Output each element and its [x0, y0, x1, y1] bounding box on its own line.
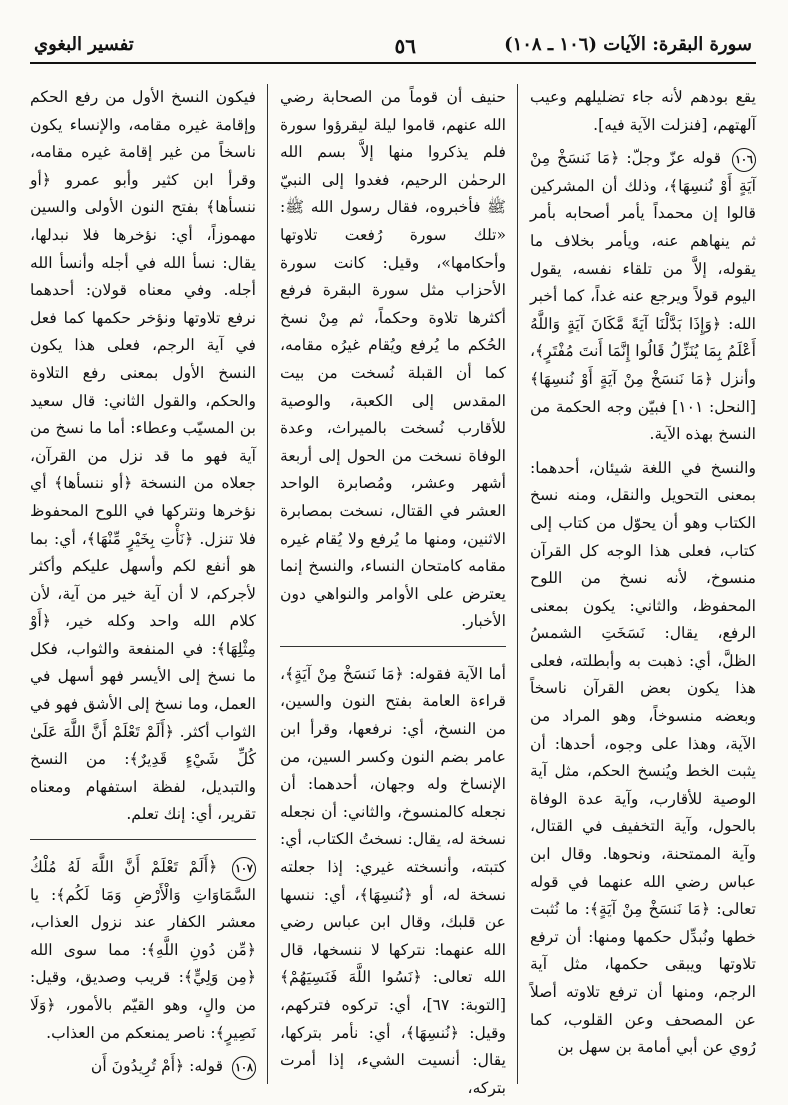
- paragraph: والنسخ في اللغة شيئان، أحدهما: بمعنى التحويل والنقل، ومنه نسخ الكتاب وهو أن يحوّل من كتاب إلى كتاب، فعلى هذا الوجه كل القرآن منسوخ، لأنه نسخ من اللوح المحفوظ، والثاني: يكون بمعنى الرفع، يقال: نَسَخَتِ الشمسُ الظلَّ، أي: ذهبت به وأبطلته، فعلى هذا يكون بعض القرآن ناسخاً وبعضه منسوخاً، وهو المراد من الآية، وهذا على وجوه، أحدها: أن يثبت الخط ويُنسخ الحكم، مثل آية الوصية للأقارب، وآية عدة الوفاة بالحول، وآية التخفيف في القتال، وآية الممتحنة، ونحوها. وقال ابن عباس رضي الله عنهما في قوله تعالى: ﴿مَا نَنسَخْ مِنْ آيَةٍ﴾: ما نُثبت خطها ونُبدِّل حكمها ومنها: أن ترفع تلاوتها ويبقى حكمها، مثل آية الرجم، ومنها أن ترفع تلاوته أصلاً عن المصحف وعن القلوب، كما رُوي عن أبي أمامة بن سهل بن: [530, 458, 756, 1057]
- paragraph: [530, 145, 756, 449]
- paragraph: [30, 854, 256, 1047]
- paragraph: يقع بودهم لأنه جاء تضليلهم وعيب آلهتهم، [فنزلت الآية فيه].: [530, 88, 756, 134]
- book-title: تفسير البغوي: [34, 34, 134, 55]
- paragraph: فيكون النسخ الأول من رفع الحكم وإقامة غيره مقامه، والإنساء يكون ناسخاً من غير إقامة غيره مقامه، وقرأ ابن كثير وأبو عمرو ﴿أو ننسأها﴾ بفتح النون الأولى والسين مهموزاً، أي: نؤخرها فلا نبدلها، يقال: نسأ الله في أجله وأنسأ الله أجله. وفي معناه قولان: أحدهما نرفع تلاوتها ونؤخر حكمها كما فعل في آية الرجم، فعلى هذا يكون النسخ الأول بمعنى رفع التلاوة والحكم، والقول الثاني: قال سعيد بن المسيّب وعطاء: أما ما نسخ من آية فهو ما قد نزل من القرآن، جعلاه من النسخة ﴿أو ننسأها﴾ أي نؤخرها ونتركها في اللوح المحفوظ فلا تنزل. ﴿نَأْتِ بِخَيْرٍ مِّنْهَا﴾، أي: بما هو أنفع لكم وأسهل عليكم وأكثر لأجركم، لا أن آية خير من آية، لأن كلام الله واحد وكله خير، ﴿أَوْ مِثْلِهَا﴾: في المنفعة والثواب، فكل ما نسخ إلى الأيسر فهو أسهل في العمل، وما نسخ إلى الأشق فهو في الثواب أكثر. ﴿أَلَمْ تَعْلَمْ أَنَّ اللَّهَ عَلَىٰ كُلِّ شَيْءٍ قَدِيرٌ﴾: من النسخ والتبديل، لفظة استفهام ومعناه تقرير، أي: إنك تعلم.: [30, 88, 256, 824]
- verse-number-marker: ١٠٨: [232, 1056, 256, 1080]
- paragraph-text: قوله عزّ وجلّ: ﴿مَا نَنسَخْ مِنْ آيَةٍ أَوْ نُنسِهَا﴾، وذلك أن المشركين قالوا إن محمداً يأمر أصحابه بأمر ثم ينهاهم عنه، ويأمر بخلاف ما يقوله، إلاَّ من تلقاء نفسه، يقول اليوم قولاً ويرجع عنه غداً، كما أخبر الله: ﴿وَإِذَا بَدَّلْنَا آيَةً مَّكَانَ آيَةٍ وَاللَّهُ أَعْلَمُ بِمَا يُنَزِّلُ قَالُوا إِنَّمَا أَنتَ مُفْتَرٍ﴾، وأنزل ﴿مَا نَنسَخْ مِنْ آيَةٍ أَوْ نُنسِهَا﴾ [النحل: ١٠١] فبيّن وجه الحكمة من النسخ بهذه الآية.: [530, 149, 756, 444]
- paragraph-text: ﴿أَلَمْ تَعْلَمْ أَنَّ اللَّهَ لَهُ مُلْكُ السَّمَاوَاتِ وَالْأَرْضِ وَمَا لَكُم﴾: يا معشر الكفار عند نزول العذاب، ﴿مِّن دُونِ اللَّهِ﴾: مما سوى الله ﴿مِن وَلِيٍّ﴾: قريب وصديق، وقيل: من والٍ، وهو القيّم بالأمور، ﴿وَلَا نَصِيرٍ﴾: ناصر يمنعكم من العذاب.: [30, 858, 256, 1042]
- paragraph: [30, 1053, 256, 1081]
- page-header: [30, 28, 756, 64]
- divider: [30, 839, 256, 840]
- paragraph: حنيف أن قوماً من الصحابة رضي الله عنهم، قاموا ليلة ليقرؤوا سورة فلم يذكروا منها إلاَّ بسم الله الرحمٰن الرحيم، فغدوا إلى النبيّ ﷺ فأخبروه، فقال رسول الله ﷺ: «تلك سورة رُفعت تلاوتها وأحكامها»، وقيل: كانت سورة الأحزاب مثل سورة البقرة فرفع أكثرها تلاوة وحكماً، ثم مِنْ نسخ الحُكم ما يُرفع ويُقام غيرُه مقامه، كما أن القبلة نُسخت من بيت المقدس إلى الكعبة، والوصية للأقارب نُسخت بالميراث، وعدة الوفاة نسخت من الحول إلى أربعة أشهر وعشر، ومُصابرة الواحد العشر في القتال، نسخت بمصابرة الاثنين، ومنها ما يُرفع ولا يُقام غيره مقامه كامتحان النساء، والنسخ إنما يعترض على الأوامر والنواهي دون الأخبار.: [280, 88, 506, 631]
- column-divider: [267, 84, 268, 1084]
- paragraph: أما الآية فقوله: ﴿مَا نَنسَخْ مِنْ آيَةٍ﴾، قراءة العامة بفتح النون والسين، من النسخ، أي: نرفعها، وقرأ ابن عامر بضم النون وكسر السين، من الإنساخ وله وجهان، أحدهما: أن نجعله كالمنسوخ، والثاني: أن نجعله نسخة له، يقال: نسختُ الكتاب، أي: كتبته، وأنسخته غيري: إذا جعلته نسخة له، أو ﴿نُنسِهَا﴾، أي: ننسها عن قلبك، وقال ابن عباس رضي الله عنهما: نتركها لا ننسخها، قال الله تعالى: ﴿نَسُوا اللَّهَ فَنَسِيَهُمْ﴾ [التوبة: ٦٧]، أي: تركوه فتركهم، وقيل: ﴿نُنسِهَا﴾، أي: نأمر بتركها، يقال: أنسيت الشيء، إذا أمرت بتركه،: [280, 664, 506, 1097]
- divider: [280, 646, 506, 647]
- surah-range-title: سورة البقرة: الآيات (١٠٦ ـ ١٠٨): [504, 34, 752, 55]
- verse-number-marker: ١٠٧: [232, 857, 256, 881]
- column-divider: [517, 84, 518, 1084]
- text-column-right: [530, 84, 756, 1084]
- verse-number-marker: ١٠٦: [732, 148, 756, 172]
- paragraph-text: قوله: ﴿أَمْ تُرِيدُونَ أَن: [90, 1057, 224, 1076]
- page-number: ٥٦: [394, 34, 416, 58]
- text-column-middle: [280, 84, 506, 1097]
- text-column-left: [30, 84, 256, 1084]
